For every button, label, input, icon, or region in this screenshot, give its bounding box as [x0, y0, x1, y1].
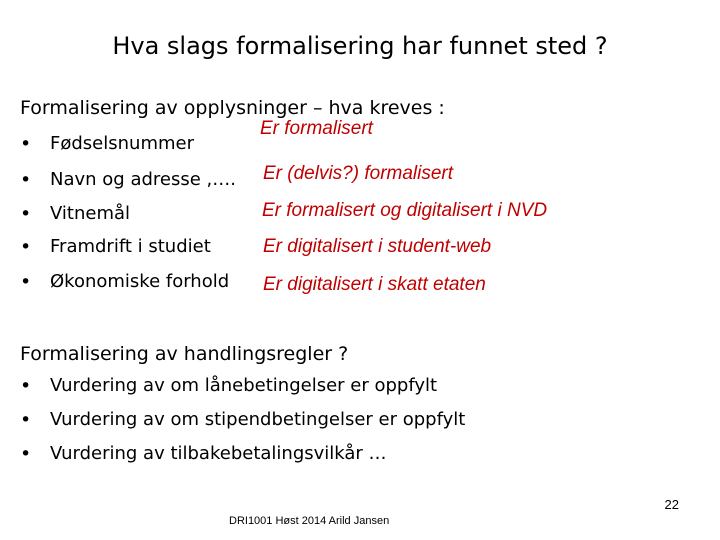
- bullet-icon: •: [20, 443, 32, 465]
- page-number: 22: [664, 497, 679, 512]
- section-heading-handlingsregler: Formalisering av handlingsregler ?: [20, 343, 349, 365]
- list-item-note: Er digitalisert i skatt etaten: [263, 274, 486, 295]
- list-item-label: Vurdering av tilbakebetalingsvilkår …: [50, 443, 387, 464]
- list-item-label: Økonomiske forhold: [50, 271, 230, 292]
- list-item-label: Fødselsnummer: [50, 133, 194, 154]
- section-heading-opplysninger: Formalisering av opplysninger – hva kreves :: [20, 97, 445, 119]
- bullet-icon: •: [20, 169, 32, 191]
- bullet-icon: •: [20, 409, 32, 431]
- list-item-note: Er (delvis?) formalisert: [263, 163, 454, 184]
- slide-title: Hva slags formalisering har funnet sted ?: [112, 32, 608, 60]
- list-item-label: Navn og adresse ,….: [50, 169, 236, 190]
- list-item-note: Er formalisert: [260, 118, 373, 139]
- list-item-label: Vurdering av om lånebetingelser er oppfylt: [50, 375, 438, 396]
- bullet-icon: •: [20, 236, 32, 258]
- list-item-label: Vurdering av om stipendbetingelser er oppfylt: [50, 409, 466, 430]
- bullet-icon: •: [20, 271, 32, 293]
- list-item-note: Er digitalisert i student-web: [263, 236, 492, 257]
- bullet-icon: •: [20, 133, 32, 155]
- bullet-icon: •: [20, 375, 32, 397]
- bullet-icon: •: [20, 203, 32, 225]
- list-item-label: Framdrift i studiet: [50, 236, 211, 257]
- list-item-note: Er formalisert og digitalisert i NVD: [262, 200, 548, 221]
- list-item-label: Vitnemål: [50, 203, 131, 224]
- slide-footer: DRI1001 Høst 2014 Arild Jansen: [229, 515, 390, 527]
